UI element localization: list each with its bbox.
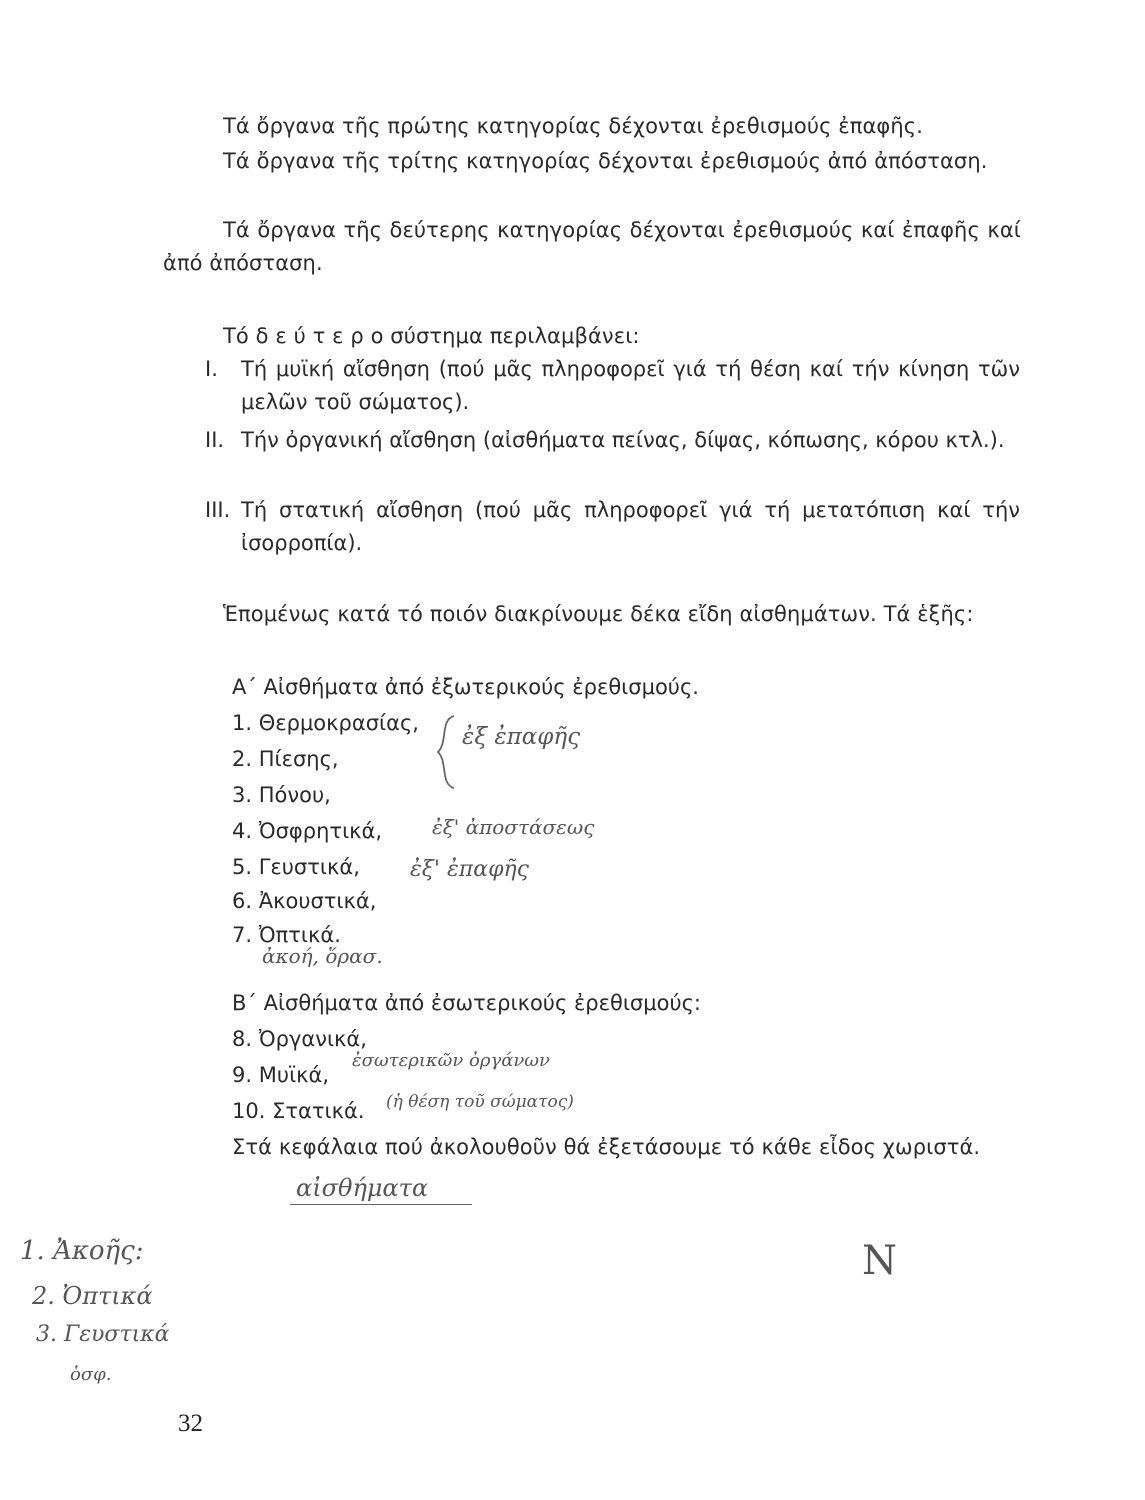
- list-item: [232, 1060, 329, 1090]
- handwritten-note: ἀκοή, ὅρασ.: [262, 944, 383, 968]
- handwritten-underline: [290, 1204, 472, 1205]
- paragraph-ten-kinds: Ἑπομένως κατά τό ποιόν διακρίνουμε δέκα εἴδη αἰσθημάτων. Τά ἑξῆς:: [223, 602, 974, 626]
- system-item-number: I.: [205, 357, 218, 381]
- list-item-text: Στατικά.: [272, 1099, 365, 1123]
- list-item-text: Γευστικά,: [258, 855, 360, 879]
- margin-note: 3. Γευστικά: [36, 1322, 170, 1347]
- group-b-heading: Β΄ Αἰσθήματα ἀπό ἐσωτερικούς ἐρεθισμούς:: [232, 991, 702, 1015]
- list-item-number: 8.: [232, 1027, 253, 1051]
- list-item: [232, 816, 382, 846]
- list-item-number: 9.: [232, 1063, 253, 1087]
- closing-text: Στά κεφάλαια πού ἀκολουθοῦν θά ἐξετάσουμε τό κάθε εἶδος χωριστά.: [232, 1135, 981, 1159]
- handwritten-note: ἐξ' ἐπαφῆς: [410, 857, 529, 882]
- list-item-number: 1.: [232, 711, 253, 735]
- list-item-text: Ὀσφρητικά,: [258, 819, 383, 843]
- handwritten-note: (ἡ θέση τοῦ σώματος): [386, 1092, 574, 1112]
- system-item-number: II.: [205, 428, 225, 452]
- system-item: [205, 494, 1020, 560]
- list-item-number: 4.: [232, 819, 253, 843]
- handwritten-mark: N: [862, 1238, 897, 1284]
- margin-note: 1. Ἀκοῆς:: [20, 1236, 144, 1266]
- system-item-text: Τή στατική αἴσθηση (πού μᾶς πληροφορεῖ γιά τή μετατόπιση καί τήν ἰσορροπία).: [241, 498, 1020, 555]
- list-item-text: Πίεσης,: [258, 747, 339, 771]
- page-number: 32: [178, 1410, 203, 1437]
- list-item: [232, 1024, 367, 1054]
- closing-paragraph: [232, 1130, 1022, 1164]
- handwritten-note: ἐσωτερικῶν ὀργάνων: [352, 1050, 550, 1071]
- list-item-text: Ὀργανικά,: [258, 1027, 367, 1051]
- list-item-text: Πόνου,: [258, 783, 331, 807]
- list-item: [232, 886, 376, 916]
- list-item-number: 6.: [232, 889, 253, 913]
- list-item-number: 3.: [232, 783, 253, 807]
- list-item-text: Ἀκουστικά,: [258, 889, 377, 913]
- list-item-number: 5.: [232, 855, 253, 879]
- list-item-number: 10.: [232, 1099, 266, 1123]
- list-item-text: Ὀπτικά.: [258, 923, 341, 947]
- list-item: [232, 744, 339, 774]
- system-item-number: III.: [205, 498, 231, 522]
- list-item-number: 7.: [232, 923, 253, 947]
- paragraph-third-category: Τά ὄργανα τῆς τρίτης κατηγορίας δέχονται ἐρεθισμούς ἀπό ἀπόσταση.: [223, 149, 988, 173]
- list-item-number: 2.: [232, 747, 253, 771]
- margin-note: 2. Ὀπτικά: [32, 1282, 153, 1310]
- paragraph-second-category: Τά ὄργανα τῆς δεύτερης κατηγορίας δέχονται ἐρεθισμούς καί ἐπαφῆς καί ἀπό ἀπόσταση.: [163, 218, 1021, 275]
- margin-note: ὁσφ.: [70, 1364, 112, 1385]
- list-item: [232, 1096, 365, 1126]
- list-item-text: Μυϊκά,: [258, 1063, 330, 1087]
- list-item: [232, 852, 360, 882]
- handwritten-note: αἰσθήματα: [296, 1174, 429, 1202]
- handwritten-note: ἐξ ἐπαφῆς: [462, 724, 581, 750]
- system-item-text: Τή μυϊκή αἴσθηση (πού μᾶς πληροφορεῖ γιά τή θέση καί τήν κίνηση τῶν μελῶν τοῦ σώματος).: [241, 357, 1020, 414]
- brace-icon: [432, 712, 462, 792]
- list-item-text: Θερμοκρασίας,: [258, 711, 419, 735]
- group-a-heading: Α΄ Αἰσθήματα ἀπό ἐξωτερικούς ἐρεθισμούς.: [232, 675, 699, 699]
- handwritten-note: ἐξ' ἀποστάσεως: [432, 815, 595, 839]
- paragraph-first-category: Τά ὄργανα τῆς πρώτης κατηγορίας δέχονται ἐρεθισμούς ἐπαφῆς.: [223, 114, 923, 138]
- system-item-text: Τήν ὀργανική αἴσθηση (αἰσθήματα πείνας, δίψας, κόπωσης, κόρου κτλ.).: [241, 428, 1005, 452]
- system-item: [205, 424, 1020, 457]
- system-item: [205, 353, 1020, 419]
- list-item: [232, 708, 419, 738]
- list-item: [232, 780, 331, 810]
- paragraph-second-system: Τό δ ε ύ τ ε ρ ο σύστημα περιλαμβάνει:: [223, 324, 640, 348]
